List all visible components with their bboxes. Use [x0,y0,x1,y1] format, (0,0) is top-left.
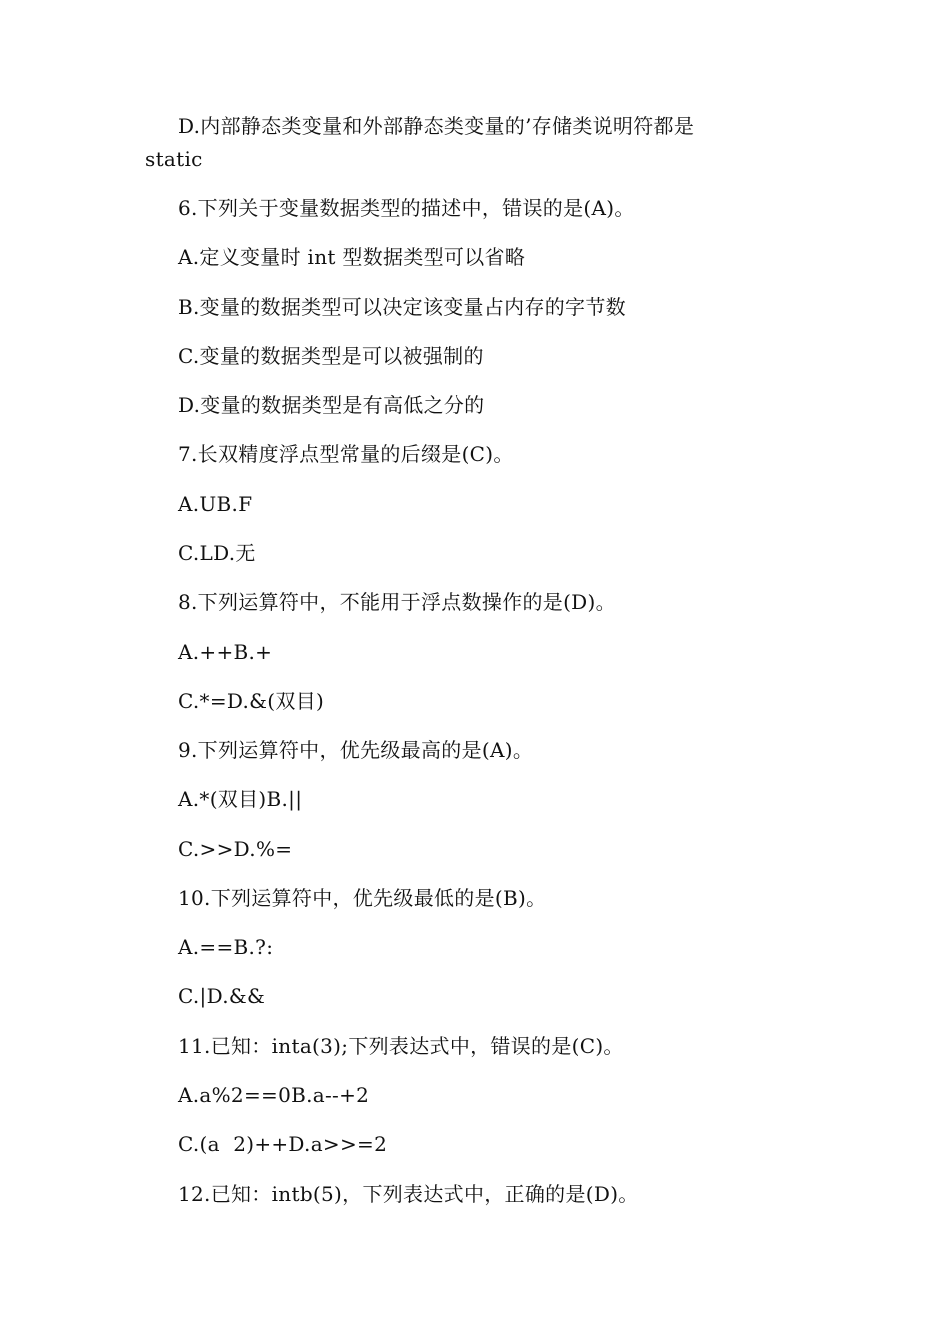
question-8: 8.下列运算符中，不能用于浮点数操作的是(D)。 [178,590,616,614]
options-cd-q7: C.LD.无 [178,541,256,565]
question-9: 9.下列运算符中，优先级最高的是(A)。 [178,738,534,762]
option-d-q6: D.变量的数据类型是有高低之分的 [178,393,485,417]
options-cd-q9: C.>>D.%= [178,837,293,861]
options-cd-q10: C.|D.&& [178,984,266,1008]
question-10: 10.下列运算符中，优先级最低的是(B)。 [178,886,547,910]
option-c-q6: C.变量的数据类型是可以被强制的 [178,344,484,368]
options-cd-q11: C.(a 2)++D.a>>=2 [178,1132,388,1156]
question-7: 7.长双精度浮点型常量的后缀是(C)。 [178,442,514,466]
options-ab-q10: A.==B.?: [178,935,274,959]
options-ab-q8: A.++B.+ [178,640,273,664]
options-ab-q11: A.a%2==0B.a--+2 [178,1083,370,1107]
option-d-q5-line2: static [145,147,203,171]
question-12: 12.已知：intb(5)，下列表达式中，正确的是(D)。 [178,1182,639,1206]
option-a-q6: A.定义变量时 int 型数据类型可以省略 [178,245,526,269]
option-b-q6: B.变量的数据类型可以决定该变量占内存的字节数 [178,295,626,319]
question-11: 11.已知：inta(3);下列表达式中，错误的是(C)。 [178,1034,624,1058]
option-d-q5-line1: D.内部静态类变量和外部静态类变量的’存储类说明符都是 [178,114,695,138]
options-ab-q9: A.*(双目)B.|| [178,787,303,811]
options-cd-q8: C.*=D.&(双目) [178,689,325,713]
options-ab-q7: A.UB.F [178,492,253,516]
question-6: 6.下列关于变量数据类型的描述中，错误的是(A)。 [178,196,635,220]
